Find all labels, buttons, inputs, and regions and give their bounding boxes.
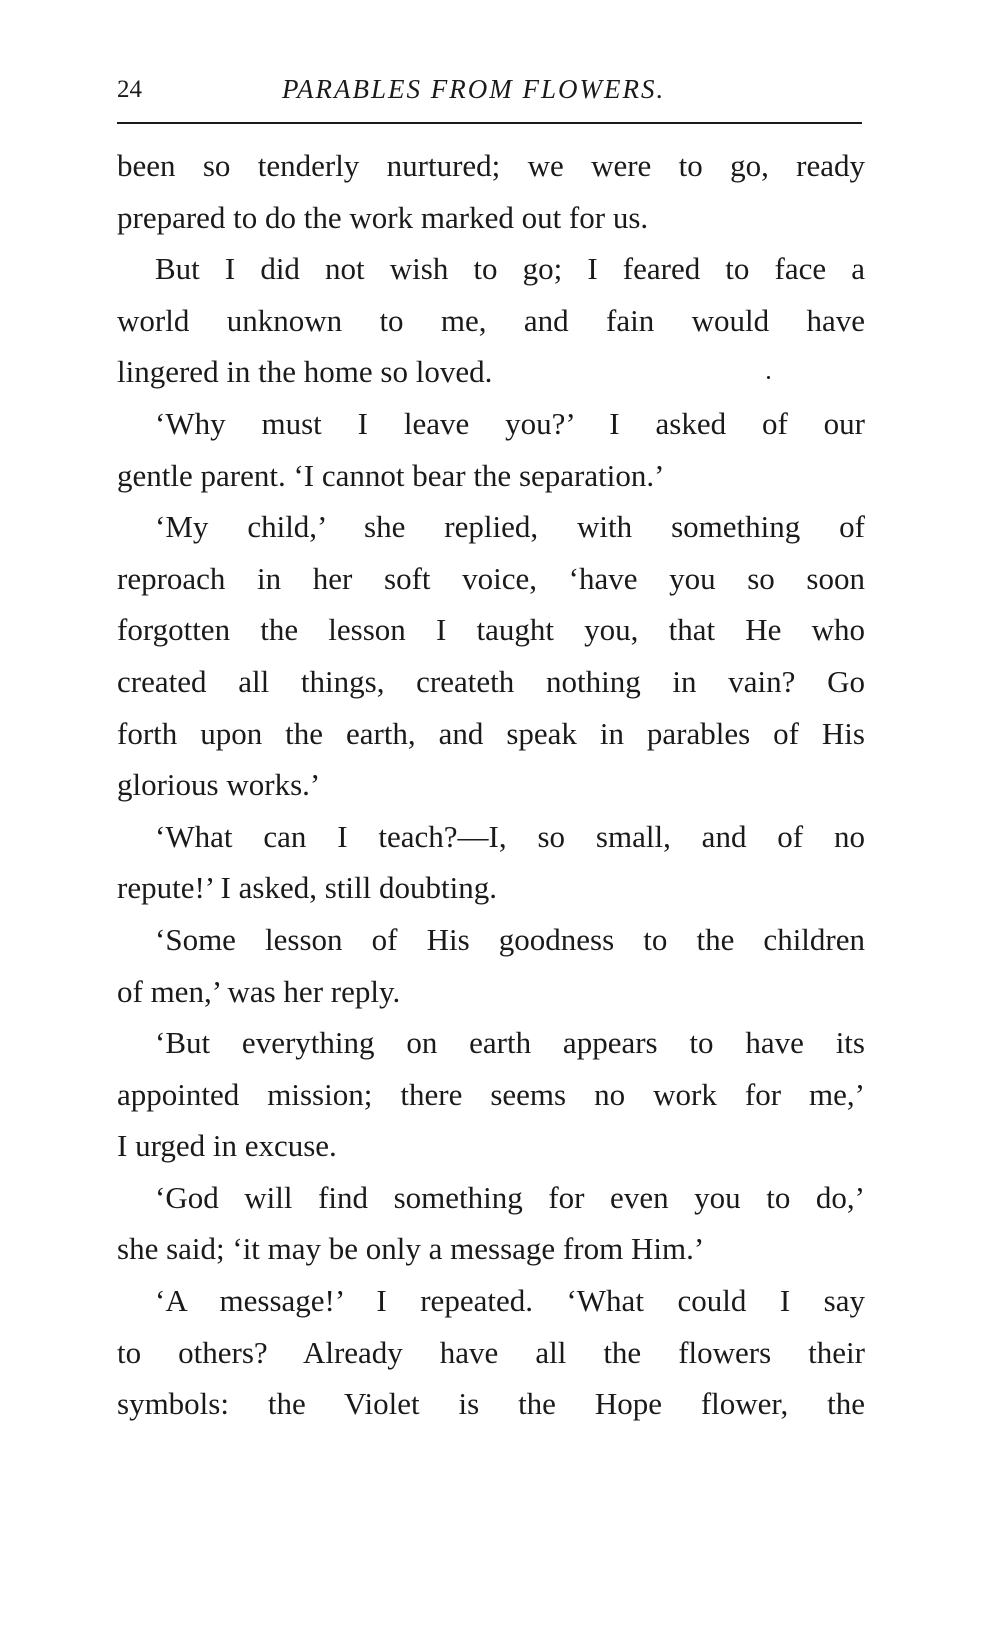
paragraph xyxy=(117,1172,865,1275)
text-line: ‘What can I teach?—I, so small, and of no xyxy=(155,818,865,854)
text-line: she said; ‘it may be only a message from Him.’ xyxy=(117,1231,705,1267)
text-line: glorious works.’ xyxy=(117,767,321,803)
text-line: forth upon the earth, and speak in parables of His xyxy=(117,715,865,751)
paragraph xyxy=(117,1017,865,1172)
header-rule xyxy=(117,122,862,124)
body-text xyxy=(117,140,865,1430)
paragraph xyxy=(117,1275,865,1430)
text-line: ‘Why must I leave you?’ I asked of our xyxy=(155,405,865,441)
text-line: gentle parent. ‘I cannot bear the separation.’ xyxy=(117,457,665,493)
paragraph xyxy=(117,243,865,398)
paragraph xyxy=(117,398,865,501)
paragraph-continued xyxy=(117,140,865,243)
text-line: repute!’ I asked, still doubting. xyxy=(117,870,497,906)
paragraph xyxy=(117,501,865,811)
text-line: prepared to do the work marked out for us. xyxy=(117,199,649,235)
running-head xyxy=(117,72,862,112)
text-line: ‘A message!’ I repeated. ‘What could I say xyxy=(155,1283,865,1319)
text-line: I urged in excuse. xyxy=(117,1128,337,1164)
paragraph xyxy=(117,811,865,914)
text-line: been so tenderly nurtured; we were to go, ready xyxy=(117,148,865,183)
text-line: to others? Already have all the flowers their xyxy=(117,1334,865,1370)
text-line: appointed mission; there seems no work for me,’ xyxy=(117,1076,865,1112)
text-line: reproach in her soft voice, ‘have you so soon xyxy=(117,560,865,596)
text-line: But I did not wish to go; I feared to face a xyxy=(155,251,865,287)
text-line: forgotten the lesson I taught you, that He who xyxy=(117,612,865,648)
text-line: world unknown to me, and fain would have xyxy=(117,302,865,338)
text-line: ‘Some lesson of His goodness to the children xyxy=(155,921,865,957)
text-line: of men,’ was her reply. xyxy=(117,973,401,1009)
text-line: ‘But everything on earth appears to have its xyxy=(155,1025,865,1061)
text-line: created all things, createth nothing in vain? Go xyxy=(117,663,865,699)
paragraph xyxy=(117,914,865,1017)
text-line: symbols: the Violet is the Hope flower, the xyxy=(117,1386,865,1422)
text-line: ‘God will find something for even you to do,’ xyxy=(155,1179,865,1215)
text-line: lingered in the home so loved. xyxy=(117,354,493,390)
text-line: ‘My child,’ she replied, with something of xyxy=(155,509,865,545)
running-title: PARABLES FROM FLOWERS. xyxy=(282,74,666,104)
page-number: 24 xyxy=(117,76,142,103)
